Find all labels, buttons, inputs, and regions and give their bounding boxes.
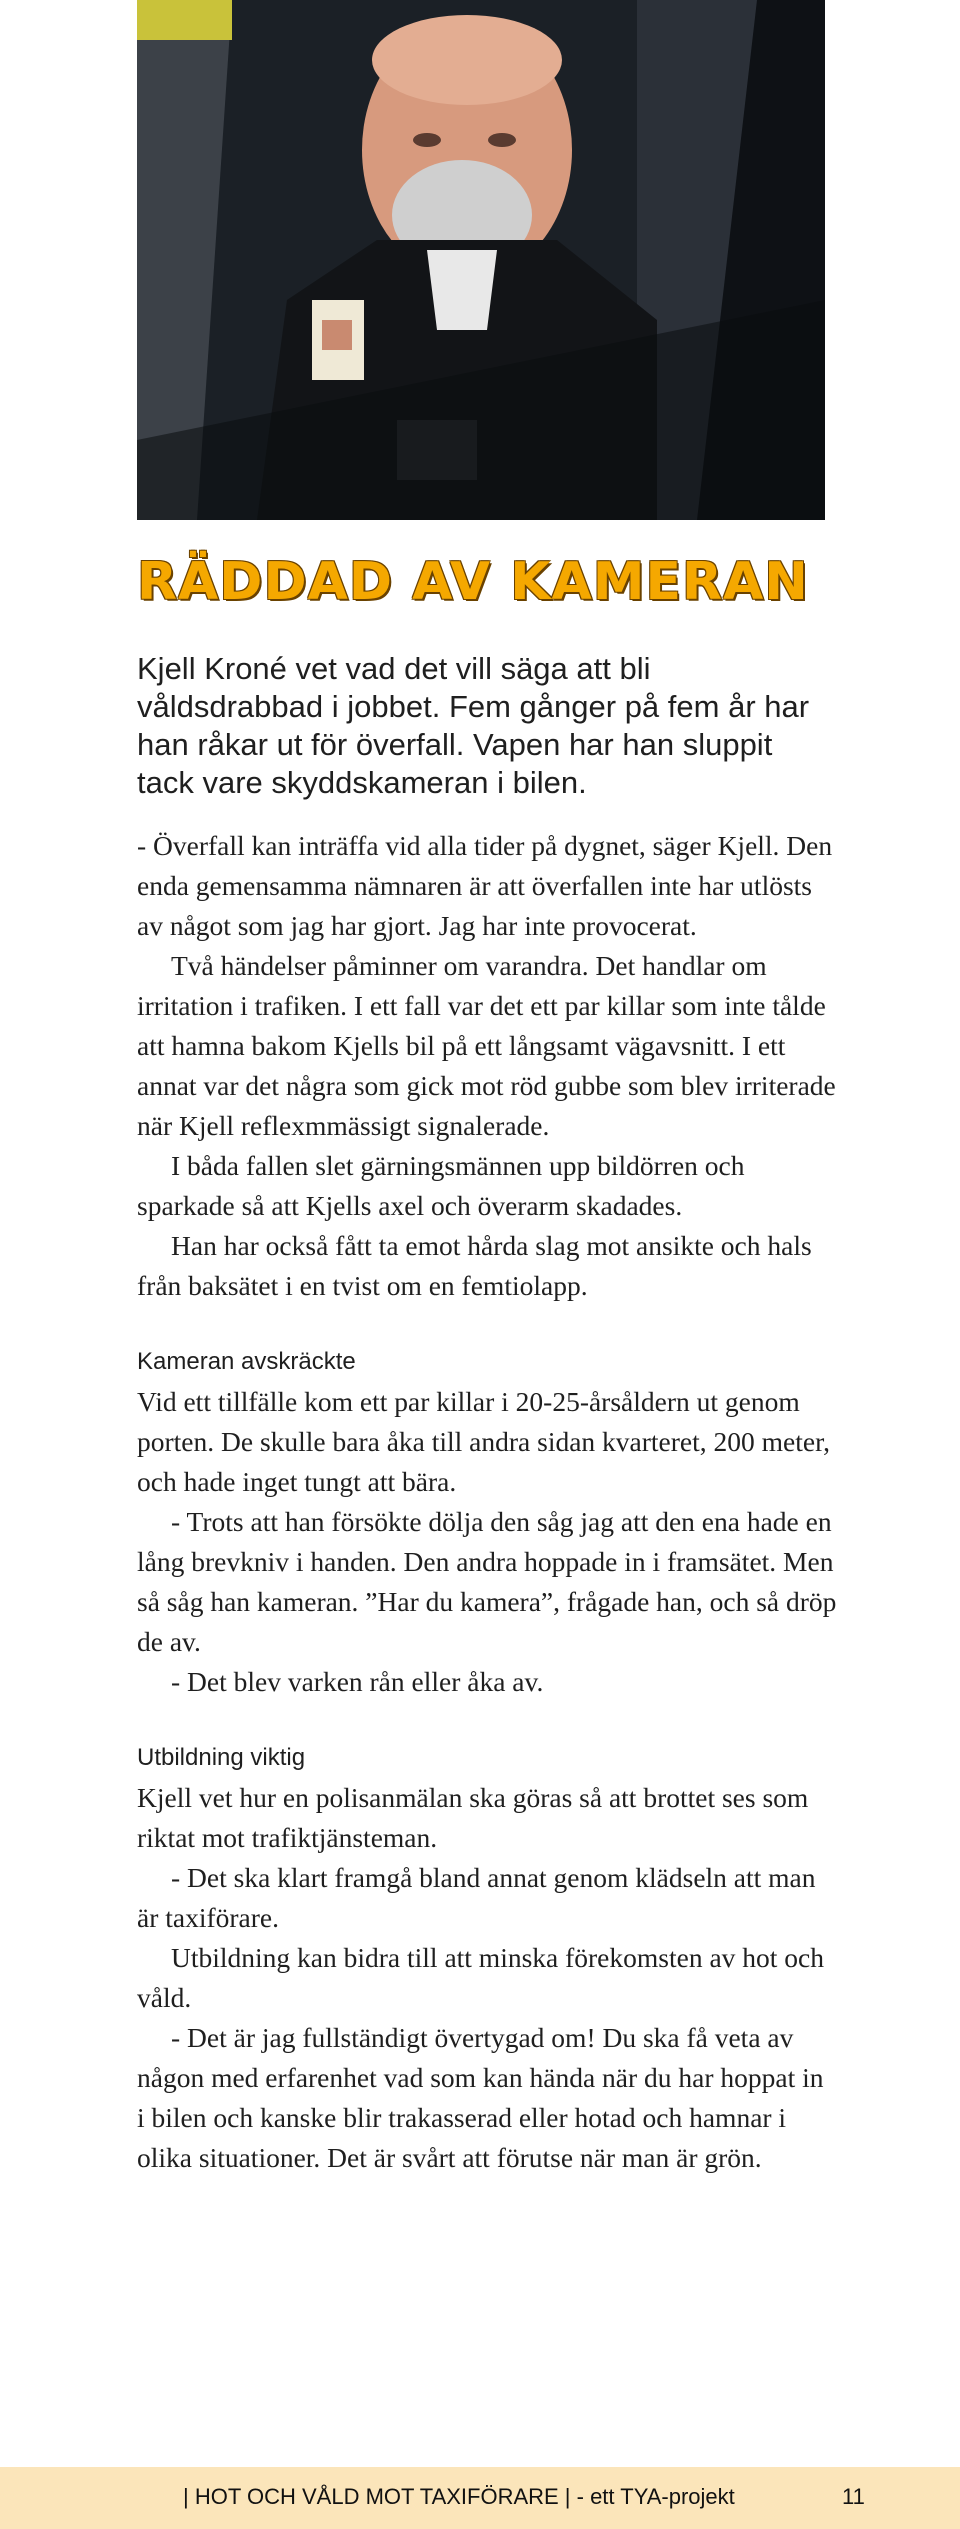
section-heading-kameran: Kameran avskräckte <box>137 1348 356 1375</box>
page-number: 11 <box>842 2484 865 2509</box>
body-paragraph: - Överfall kan inträffa vid alla tider på dygnet, säger Kjell. Den enda gemensamma nämnaren är att överfallen inte har utlösts av något som jag har gjort. Jag har inte provocerat. <box>137 830 833 941</box>
driver-photo <box>137 0 825 520</box>
article-lead <box>137 650 837 802</box>
body-paragraph: - Det ska klart framgå bland annat genom klädseln att man är taxiförare. <box>137 1862 816 1933</box>
body-paragraph: - Trots att han försökte dölja den såg jag att den ena hade en lång brevkniv i handen. Den andra hoppade in i framsätet. Men så såg han kameran. ”Har du kamera”, frågade han, och så dröp de av. <box>137 1506 837 1657</box>
lead-paragraph: Kjell Kroné vet vad det vill säga att bli våldsdrabbad i jobbet. Fem gånger på fem år har han råkar ut för överfall. Vapen har han sluppit tack vare skyddskameran i bilen. <box>137 651 810 800</box>
body-paragraph: Kjell vet hur en polisanmälan ska göras så att brottet ses som riktat mot trafiktjänsteman. <box>137 1782 809 1853</box>
section-heading-utbildning: Utbildning viktig <box>137 1744 306 1771</box>
article-body <box>137 826 837 2178</box>
body-paragraph: Han har också fått ta emot hårda slag mot ansikte och hals från baksätet i en tvist om en femtiolapp. <box>137 1230 812 1301</box>
body-paragraph: - Det är jag fullständigt övertygad om! Du ska få veta av någon med erfarenhet vad som kan hända när du har hoppat in i bilen och kanske blir trakasserad eller hotad och hamnar i olika situationer. Det är svårt att förutse när man är grön. <box>137 2022 824 2173</box>
body-paragraph: - Det blev varken rån eller åka av. <box>171 1666 544 1697</box>
article-title: RÄDDAD AV KAMERAN <box>137 552 809 612</box>
footer-text: | HOT OCH VÅLD MOT TAXIFÖRARE | - ett TYA-projekt <box>183 2484 735 2509</box>
page-footer <box>0 2467 960 2529</box>
body-paragraph: I båda fallen slet gärningsmännen upp bildörren och sparkade så att Kjells axel och överarm skadades. <box>137 1150 745 1221</box>
body-paragraph: Utbildning kan bidra till att minska förekomsten av hot och våld. <box>137 1942 825 2013</box>
body-paragraph: Två händelser påminner om varandra. Det handlar om irritation i trafiken. I ett fall var det ett par killar som inte tålde att hamna bakom Kjells bil på ett långsamt vägavsnitt. I ett annat var det några som gick mot röd gubbe som blev irriterade när Kjell reflexmmässigt signalerade. <box>137 950 836 1141</box>
body-paragraph: Vid ett tillfälle kom ett par killar i 20-25-årsåldern ut genom porten. De skulle bara åka till andra sidan kvarteret, 200 meter, och hade inget tungt att bära. <box>137 1386 831 1497</box>
